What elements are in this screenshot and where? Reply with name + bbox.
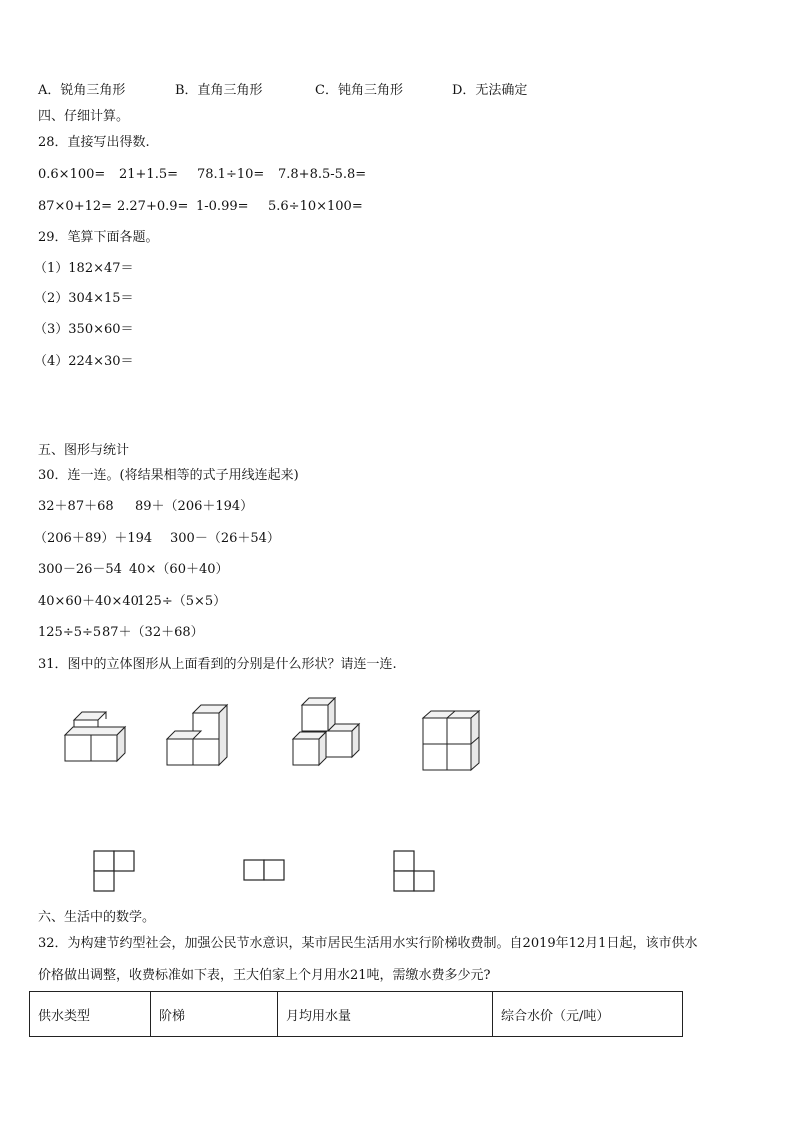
section-5-heading: 五、图形与统计 — [38, 443, 130, 458]
table-header-row — [30, 992, 683, 1037]
q30-r4-left: 40×60＋40×40 — [38, 594, 139, 609]
top-view-shape-3 — [393, 850, 438, 892]
solid-figure-2 — [162, 703, 232, 768]
q30-r1-right: 89＋（206＋194） — [135, 499, 254, 514]
solid-figure-1 — [60, 715, 130, 765]
top-view-shape-2 — [243, 859, 288, 883]
q30-r5-left: 125÷5÷5 — [38, 625, 102, 640]
q28-title: 28．直接写出得数. — [38, 135, 150, 150]
q30-r5-right: 87＋（32＋68） — [102, 625, 204, 640]
choice-b: B．直角三角形 — [175, 83, 263, 98]
q29-item-3: （3）350×60＝ — [34, 322, 134, 337]
table-header-cell: 供水类型 — [30, 992, 151, 1037]
q32-line-2: 价格做出调整，收费标准如下表，王大伯家上个月用水21吨，需缴水费多少元? — [38, 968, 491, 983]
q28-r2-c1: 87×0+12= — [38, 199, 113, 214]
solid-figure-4 — [418, 710, 488, 775]
q30-r3-left: 300－26－54 — [38, 562, 122, 577]
top-view-shape-1 — [93, 850, 138, 892]
q28-r2-c3: 1-0.99= — [196, 199, 249, 214]
choice-c: C．钝角三角形 — [315, 83, 403, 98]
q28-r1-c3: 78.1÷10= — [197, 167, 265, 182]
q28-r1-c2: 21+1.5= — [119, 167, 179, 182]
table-header-cell: 阶梯 — [151, 992, 278, 1037]
q30-r2-right: 300－（26＋54） — [170, 531, 280, 546]
q29-item-2: （2）304×15＝ — [34, 291, 134, 306]
section-4-heading: 四、仔细计算。 — [38, 109, 130, 124]
choice-d: D．无法确定 — [452, 83, 528, 98]
q31-title: 31．图中的立体图形从上面看到的分别是什么形状？请连一连. — [38, 657, 397, 672]
q29-title: 29．笔算下面各题。 — [38, 230, 159, 245]
solid-figure-3 — [288, 697, 368, 772]
q32-line-1: 32．为构建节约型社会，加强公民节水意识，某市居民生活用水实行阶梯收费制。自2019年12月1日起，该市供水 — [38, 936, 698, 951]
section-6-heading: 六、生活中的数学。 — [38, 910, 156, 925]
q30-r2-left: （206＋89）＋194 — [34, 531, 153, 546]
q28-r2-c2: 2.27+0.9= — [117, 199, 189, 214]
water-price-table — [29, 991, 683, 1037]
table-header-cell: 综合水价（元/吨） — [493, 992, 683, 1037]
q29-item-1: （1）182×47＝ — [34, 261, 134, 276]
q30-title: 30．连一连。(将结果相等的式子用线连起来) — [38, 468, 299, 483]
q27-choices — [38, 82, 527, 100]
choice-a: A．锐角三角形 — [38, 83, 126, 98]
q28-r1-c1: 0.6×100= — [38, 167, 106, 182]
q28-r1-c4: 7.8+8.5-5.8= — [278, 167, 367, 182]
q30-r1-left: 32＋87＋68 — [38, 499, 114, 514]
q28-r2-c4: 5.6÷10×100= — [268, 199, 363, 214]
q30-r4-right: 125÷（5×5） — [137, 594, 227, 609]
q30-r3-right: 40×（60＋40） — [129, 562, 229, 577]
q29-item-4: （4）224×30＝ — [34, 354, 134, 369]
table-header-cell: 月均用水量 — [278, 992, 493, 1037]
